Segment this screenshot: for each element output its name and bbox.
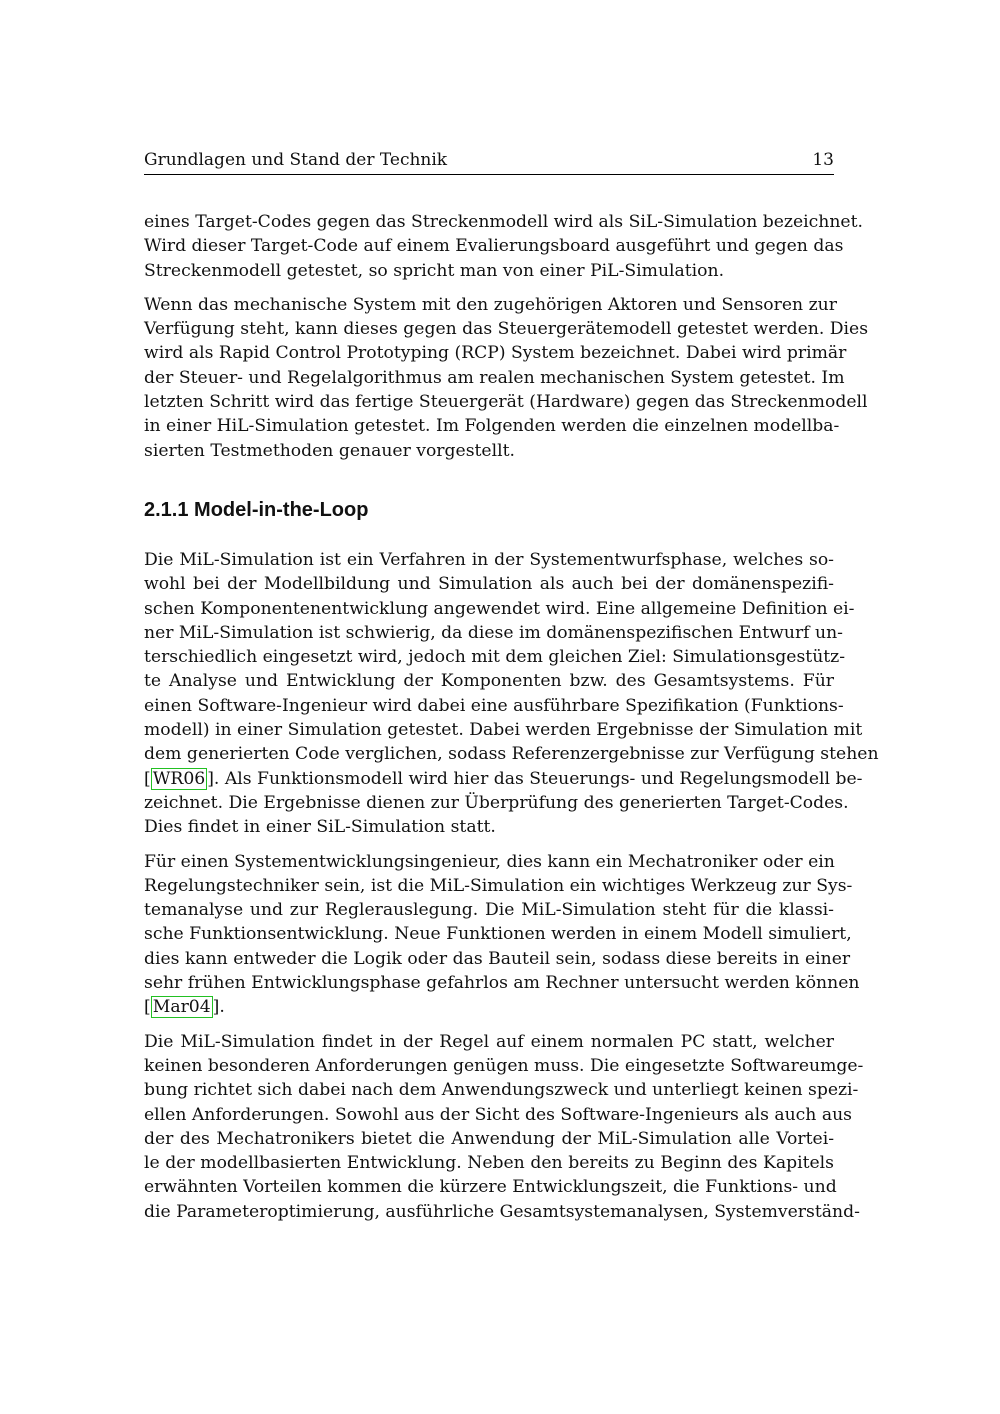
text-fragment: . bbox=[219, 997, 225, 1018]
text-line: dem generierten Code verglichen, sodass Referenzergebnisse zur Verfügung stehen bbox=[144, 744, 879, 765]
text-line: temanalyse und zur Reglerauslegung. Die MiL-Simulation steht für die klassi- bbox=[144, 900, 834, 921]
text-line: Für einen Systementwicklungsingenieur, dies kann ein Mechatroniker oder ein bbox=[144, 851, 835, 872]
text-line: wohl bei der Modellbildung und Simulation als auch bei der domänenspezifi- bbox=[144, 574, 834, 595]
text-line: [ Mar04 ]. bbox=[144, 997, 225, 1018]
header-section-title: Grundlagen und Stand der Technik bbox=[144, 150, 448, 170]
text-line: sehr frühen Entwicklungsphase gefahrlos am Rechner untersucht werden können bbox=[144, 973, 860, 994]
text-line: [ WR06 ]. Als Funktionsmodell wird hier das Steuerungs- und Regelungsmodell be- bbox=[144, 768, 863, 789]
text-line: der Steuer- und Regelalgorithmus am realen mechanischen System getestet. Im bbox=[144, 367, 845, 388]
text-line: sierten Testmethoden genauer vorgestellt. bbox=[144, 440, 515, 461]
text-line: Regelungstechniker sein, ist die MiL-Simulation ein wichtiges Werkzeug zur Sys- bbox=[144, 875, 853, 896]
section-heading bbox=[144, 498, 834, 522]
running-header bbox=[144, 148, 834, 175]
text-line: modell) in einer Simulation getestet. Dabei werden Ergebnisse der Simulation mit bbox=[144, 720, 863, 741]
paragraph bbox=[144, 210, 863, 283]
text-line: Die MiL-Simulation findet in der Regel auf einem normalen PC statt, welcher bbox=[144, 1031, 834, 1052]
text-line: Die MiL-Simulation ist ein Verfahren in der Systementwurfsphase, welches so- bbox=[144, 549, 834, 570]
text-line: terschiedlich eingesetzt wird, jedoch mit dem gleichen Ziel: Simulationsgestütz- bbox=[144, 647, 846, 668]
text-line: ellen Anforderungen. Sowohl aus der Sicht des Software-Ingenieurs als auch aus bbox=[144, 1104, 852, 1125]
text-line: Wird dieser Target-Code auf einem Evalierungsboard ausgeführt und gegen das bbox=[144, 236, 844, 257]
citation-link[interactable]: WR06 bbox=[152, 768, 206, 789]
paragraph bbox=[144, 293, 869, 463]
body-text bbox=[144, 210, 879, 1224]
text-line: Streckenmodell getestet, so spricht man von einer PiL-Simulation. bbox=[144, 260, 725, 281]
paragraph bbox=[144, 850, 860, 1020]
text-line: in einer HiL-Simulation getestet. Im Folgenden werden die einzelnen modellba- bbox=[144, 416, 840, 437]
text-line: zeichnet. Die Ergebnisse dienen zur Überprüfung des generierten Target-Codes. bbox=[144, 792, 849, 813]
text-line: le der modellbasierten Entwicklung. Neben den bereits zu Beginn des Kapitels bbox=[144, 1153, 834, 1174]
text-line: sche Funktionsentwicklung. Neue Funktionen werden in einem Modell simuliert, bbox=[144, 924, 852, 945]
text-line: erwähnten Vorteilen kommen die kürzere Entwicklungszeit, die Funktions- und bbox=[144, 1177, 837, 1198]
text-line: wird als Rapid Control Prototyping (RCP) System bezeichnet. Dabei wird primär bbox=[144, 343, 847, 364]
section-title: Model-in-the-Loop bbox=[194, 498, 369, 521]
text-line: letzten Schritt wird das fertige Steuergerät (Hardware) gegen das Streckenmodell bbox=[144, 392, 868, 413]
text-fragment: . Als Funktionsmodell wird hier das Steuerungs- und Regelungsmodell be- bbox=[213, 768, 863, 789]
text-line: die Parameteroptimierung, ausführliche Gesamtsystemanalysen, Systemverständ- bbox=[144, 1201, 860, 1222]
text-line: Dies findet in einer SiL-Simulation statt. bbox=[144, 817, 496, 838]
text-line: Verfügung steht, kann dieses gegen das Steuergerätemodell getestet werden. Dies bbox=[144, 319, 869, 340]
paragraph bbox=[144, 548, 879, 840]
text-line: der des Mechatronikers bietet die Anwendung der MiL-Simulation alle Vortei- bbox=[144, 1128, 834, 1149]
section-number: 2.1.1 bbox=[144, 498, 189, 521]
text-line: te Analyse und Entwicklung der Komponenten bzw. des Gesamtsystems. Für bbox=[144, 671, 834, 692]
text-line: einen Software-Ingenieur wird dabei eine ausführbare Spezifikation (Funktions- bbox=[144, 695, 844, 716]
page-number: 13 bbox=[812, 150, 834, 170]
text-line: Wenn das mechanische System mit den zugehörigen Aktoren und Sensoren zur bbox=[144, 294, 837, 315]
text-line: keinen besonderen Anforderungen genügen muss. Die eingesetzte Softwareumge- bbox=[144, 1055, 864, 1076]
citation-link[interactable]: Mar04 bbox=[152, 997, 211, 1018]
text-line: dies kann entweder die Logik oder das Bauteil sein, sodass diese bereits in einer bbox=[144, 948, 851, 969]
text-line: bung richtet sich dabei nach dem Anwendungszweck und unterliegt keinen spezi- bbox=[144, 1080, 859, 1101]
text-line: schen Komponentenentwicklung angewendet wird. Eine allgemeine Definition ei- bbox=[144, 598, 855, 619]
paragraph bbox=[144, 1030, 864, 1224]
text-line: eines Target-Codes gegen das Streckenmodell wird als SiL-Simulation bezeichnet. bbox=[144, 212, 863, 232]
text-line: ner MiL-Simulation ist schwierig, da diese im domänenspezifischen Entwurf un- bbox=[144, 622, 843, 643]
